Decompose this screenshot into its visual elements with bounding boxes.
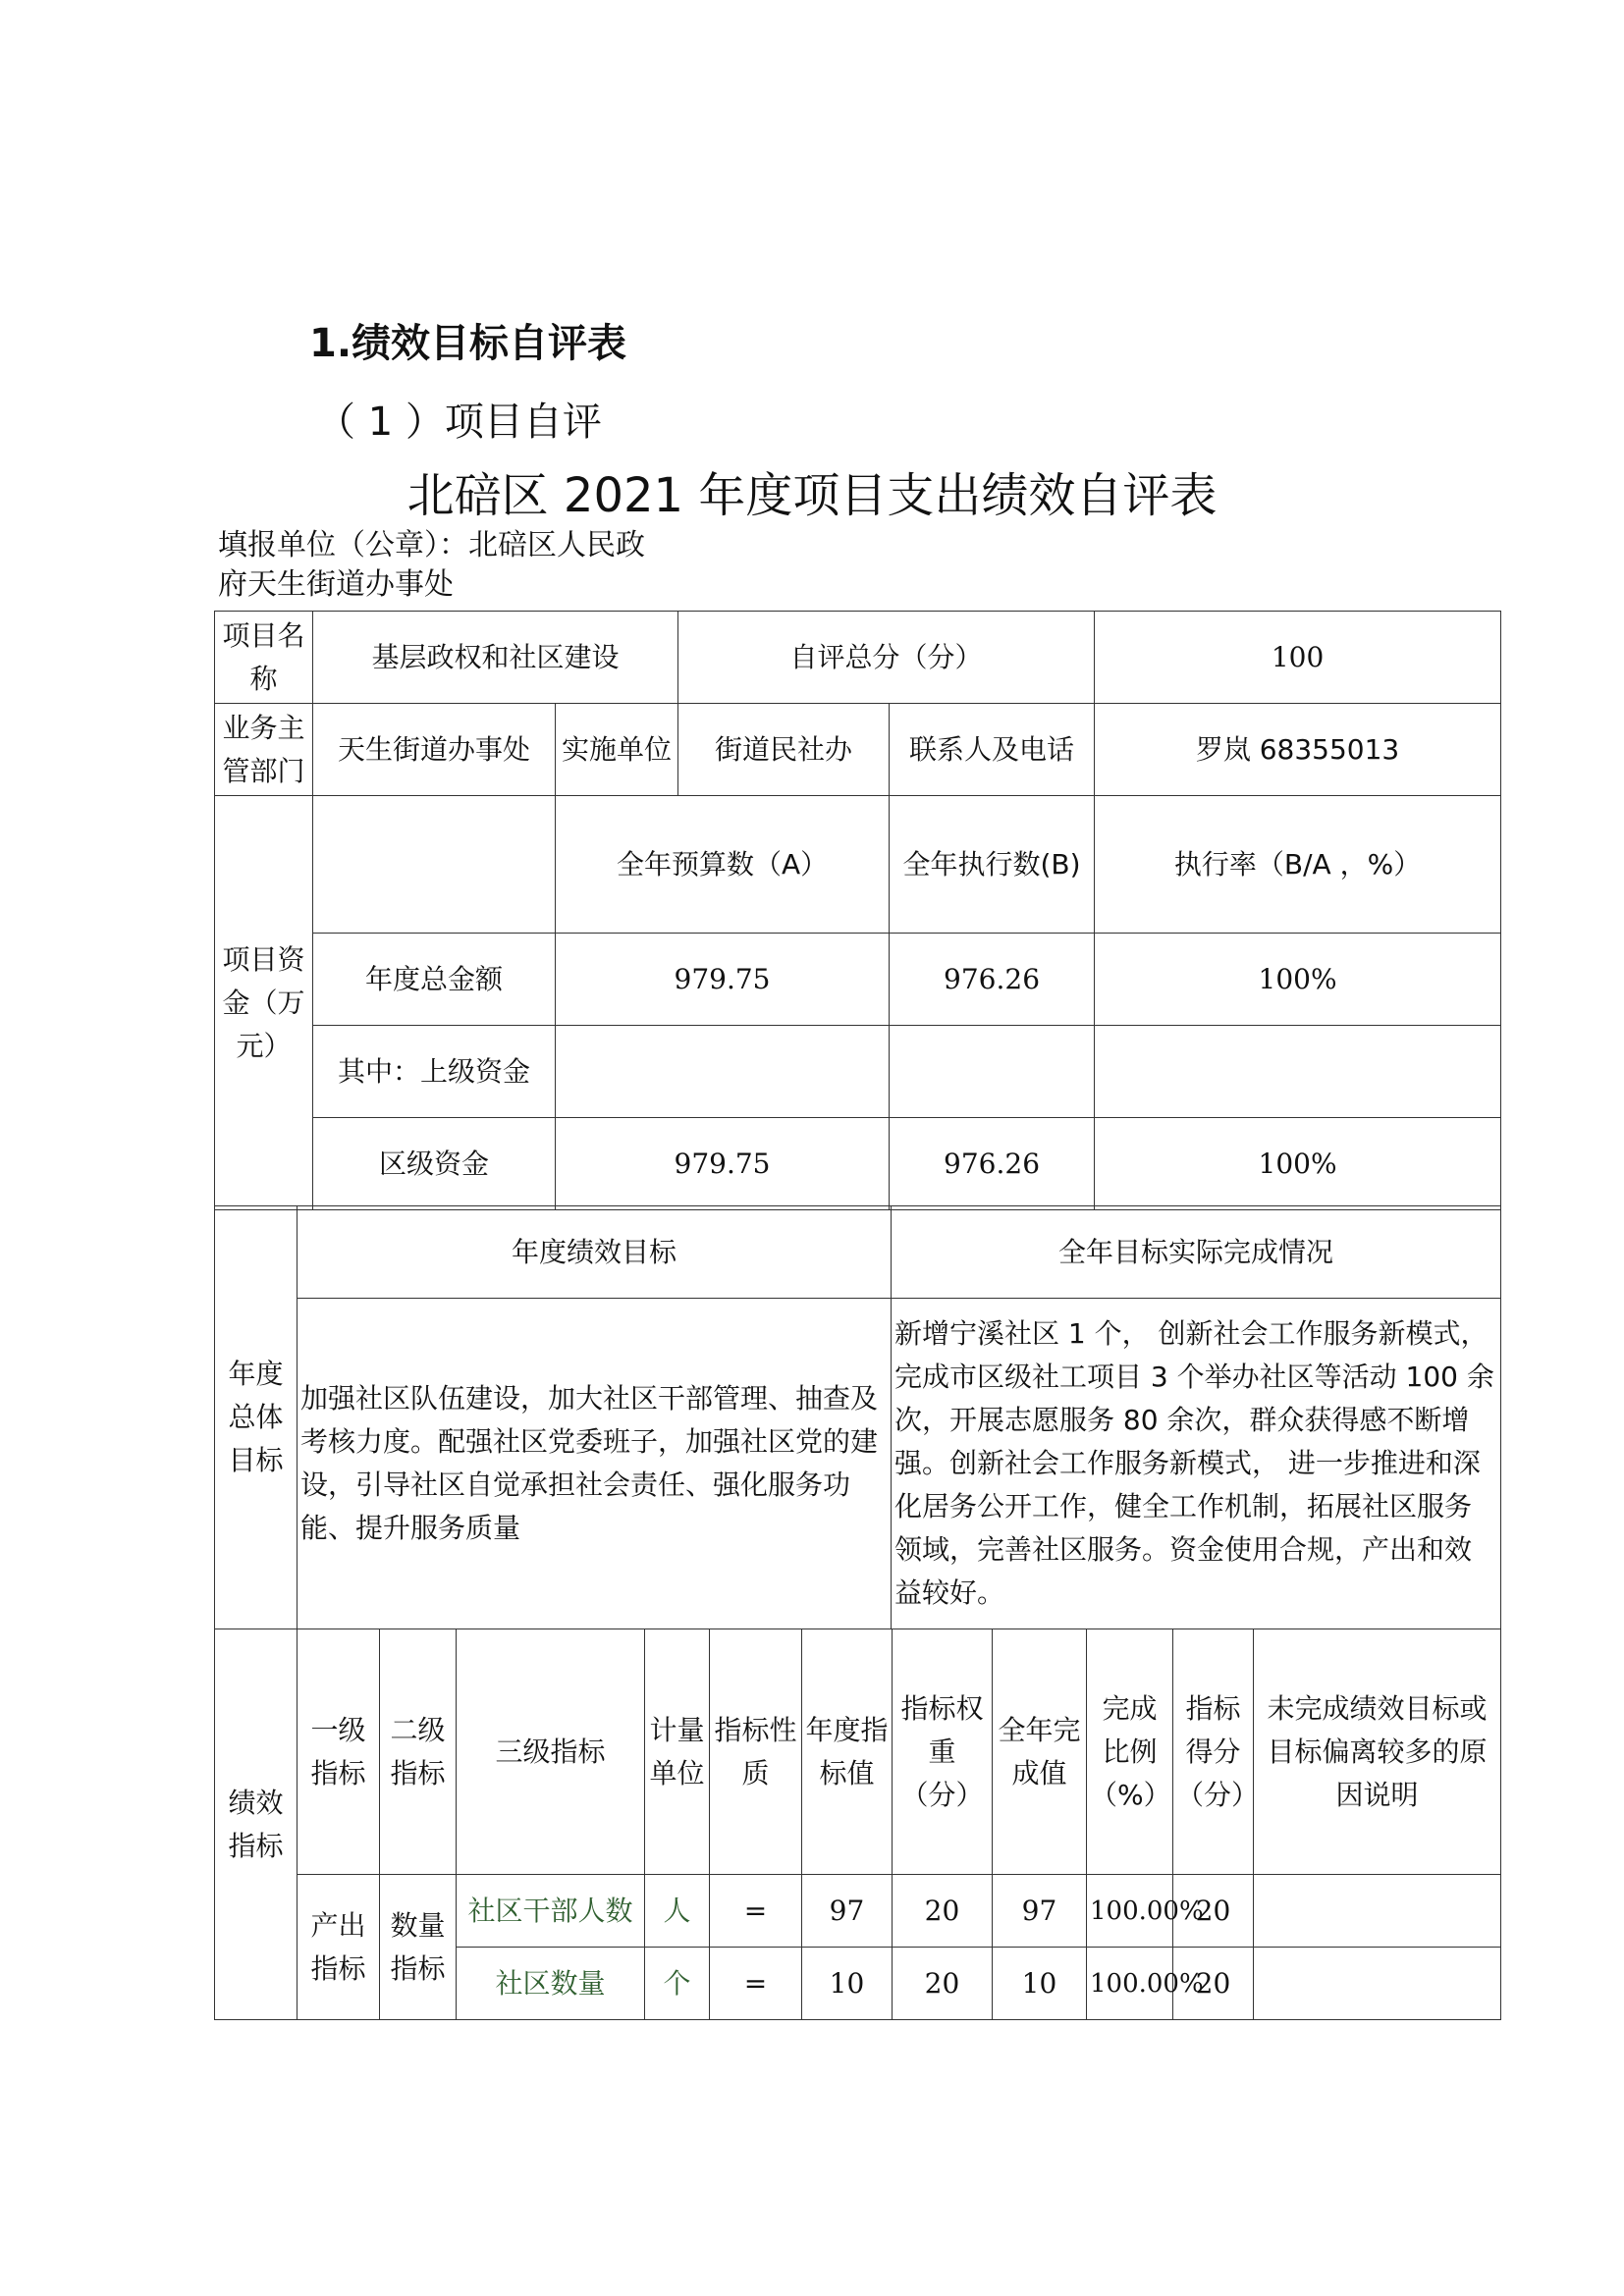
indicator-score: 20 bbox=[1173, 1948, 1254, 2020]
col-actual: 全年目标实际完成情况 bbox=[892, 1206, 1501, 1299]
col-rate: 执行率（B/A ，%） bbox=[1095, 796, 1501, 934]
fund-row-name: 区级资金 bbox=[313, 1118, 556, 1210]
indicator-ratio: 100.00% bbox=[1087, 1948, 1173, 2020]
indicator-nature: = bbox=[710, 1875, 802, 1948]
col-exec: 全年执行数(B) bbox=[890, 796, 1095, 934]
contact-label: 联系人及电话 bbox=[890, 704, 1095, 796]
indicator-weight: 20 bbox=[893, 1948, 993, 2020]
indicator-actual: 97 bbox=[993, 1875, 1087, 1948]
indicators-label: 绩效指标 bbox=[215, 1629, 298, 2020]
indicator-ratio: 100.00% bbox=[1087, 1875, 1173, 1948]
dept-value: 天生街道办事处 bbox=[313, 704, 556, 796]
header-reason: 未完成绩效目标或目标偏离较多的原因说明 bbox=[1254, 1629, 1501, 1875]
fund-row-rate: 100% bbox=[1095, 1118, 1501, 1210]
indicator-target: 97 bbox=[802, 1875, 893, 1948]
project-name: 基层政权和社区建设 bbox=[313, 612, 678, 704]
col-target: 年度绩效目标 bbox=[298, 1206, 892, 1299]
header-level1: 一级指标 bbox=[298, 1629, 380, 1875]
indicator-nature: = bbox=[710, 1948, 802, 2020]
indicator-actual: 10 bbox=[993, 1948, 1087, 2020]
header-score: 指标得分（分） bbox=[1173, 1629, 1254, 1875]
col-budget: 全年预算数（A） bbox=[556, 796, 890, 934]
indicator-reason bbox=[1254, 1948, 1501, 2020]
level2-value: 数量指标 bbox=[380, 1875, 457, 2020]
project-name-label: 项目名称 bbox=[215, 612, 313, 704]
fund-row-name: 其中：上级资金 bbox=[313, 1026, 556, 1118]
header-unit: 计量单位 bbox=[645, 1629, 710, 1875]
header-level3: 三级指标 bbox=[457, 1629, 645, 1875]
fund-row-rate: 100% bbox=[1095, 934, 1501, 1026]
fund-row-budget: 979.75 bbox=[556, 934, 890, 1026]
fund-row-rate bbox=[1095, 1026, 1501, 1118]
fund-row-budget bbox=[556, 1026, 890, 1118]
indicator-unit: 人 bbox=[645, 1875, 710, 1948]
indicator-unit: 个 bbox=[645, 1948, 710, 2020]
header-target: 年度指标值 bbox=[802, 1629, 893, 1875]
goals-label: 年度总体目标 bbox=[215, 1206, 298, 1629]
goal-target-text: 加强社区队伍建设，加大社区干部管理、抽查及考核力度。配强社区党委班子，加强社区党的建设，引导社区自觉承担社会责任、强化服务功能、提升服务质量 bbox=[298, 1299, 892, 1629]
fund-row-exec: 976.26 bbox=[890, 934, 1095, 1026]
level1-value: 产出指标 bbox=[298, 1875, 380, 2020]
indicators-table bbox=[214, 1629, 1501, 2020]
header-nature: 指标性质 bbox=[710, 1629, 802, 1875]
indicator-target: 10 bbox=[802, 1948, 893, 2020]
section-heading: 1.绩效目标自评表 bbox=[309, 321, 627, 366]
funds-corner bbox=[313, 796, 556, 934]
impl-label: 实施单位 bbox=[556, 704, 678, 796]
contact-value: 罗岚 68355013 bbox=[1095, 704, 1501, 796]
fund-row-exec: 976.26 bbox=[890, 1118, 1095, 1210]
indicator-score: 20 bbox=[1173, 1875, 1254, 1948]
info-table bbox=[214, 611, 1501, 1210]
header-level2: 二级指标 bbox=[380, 1629, 457, 1875]
reporting-unit: 填报单位（公章）：北碚区人民政府天生街道办事处 bbox=[218, 528, 645, 602]
fund-row-budget: 979.75 bbox=[556, 1118, 890, 1210]
header-weight: 指标权重（分） bbox=[893, 1629, 993, 1875]
fund-row-exec bbox=[890, 1026, 1095, 1118]
funds-label: 项目资金（万元） bbox=[215, 796, 313, 1210]
indicator-name: 社区数量 bbox=[457, 1948, 645, 2020]
indicator-name: 社区干部人数 bbox=[457, 1875, 645, 1948]
score-label: 自评总分（分） bbox=[678, 612, 1095, 704]
fund-row-name: 年度总金额 bbox=[313, 934, 556, 1026]
score-value: 100 bbox=[1095, 612, 1501, 704]
form-title: 北碚区 2021 年度项目支出绩效自评表 bbox=[406, 468, 1218, 523]
impl-value: 街道民社办 bbox=[678, 704, 890, 796]
header-ratio: 完成比例（%） bbox=[1087, 1629, 1173, 1875]
header-actual: 全年完成值 bbox=[993, 1629, 1087, 1875]
dept-label: 业务主管部门 bbox=[215, 704, 313, 796]
goal-actual-text: 新增宁溪社区 1 个， 创新社会工作服务新模式，完成市区级社工项目 3 个举办社区等活动 100 余次，开展志愿服务 80 余次，群众获得感不断增强。创新社会工作服务新模式， 进一步推进和深化居务公开工作，健全工作机制，拓展社区服务领域，完善社区服务。资金使用合规，产出和效益较好。 bbox=[892, 1299, 1501, 1629]
indicator-weight: 20 bbox=[893, 1875, 993, 1948]
goals-table bbox=[214, 1205, 1501, 1629]
indicator-reason bbox=[1254, 1875, 1501, 1948]
sub-heading: （ 1 ）项目自评 bbox=[316, 400, 602, 445]
